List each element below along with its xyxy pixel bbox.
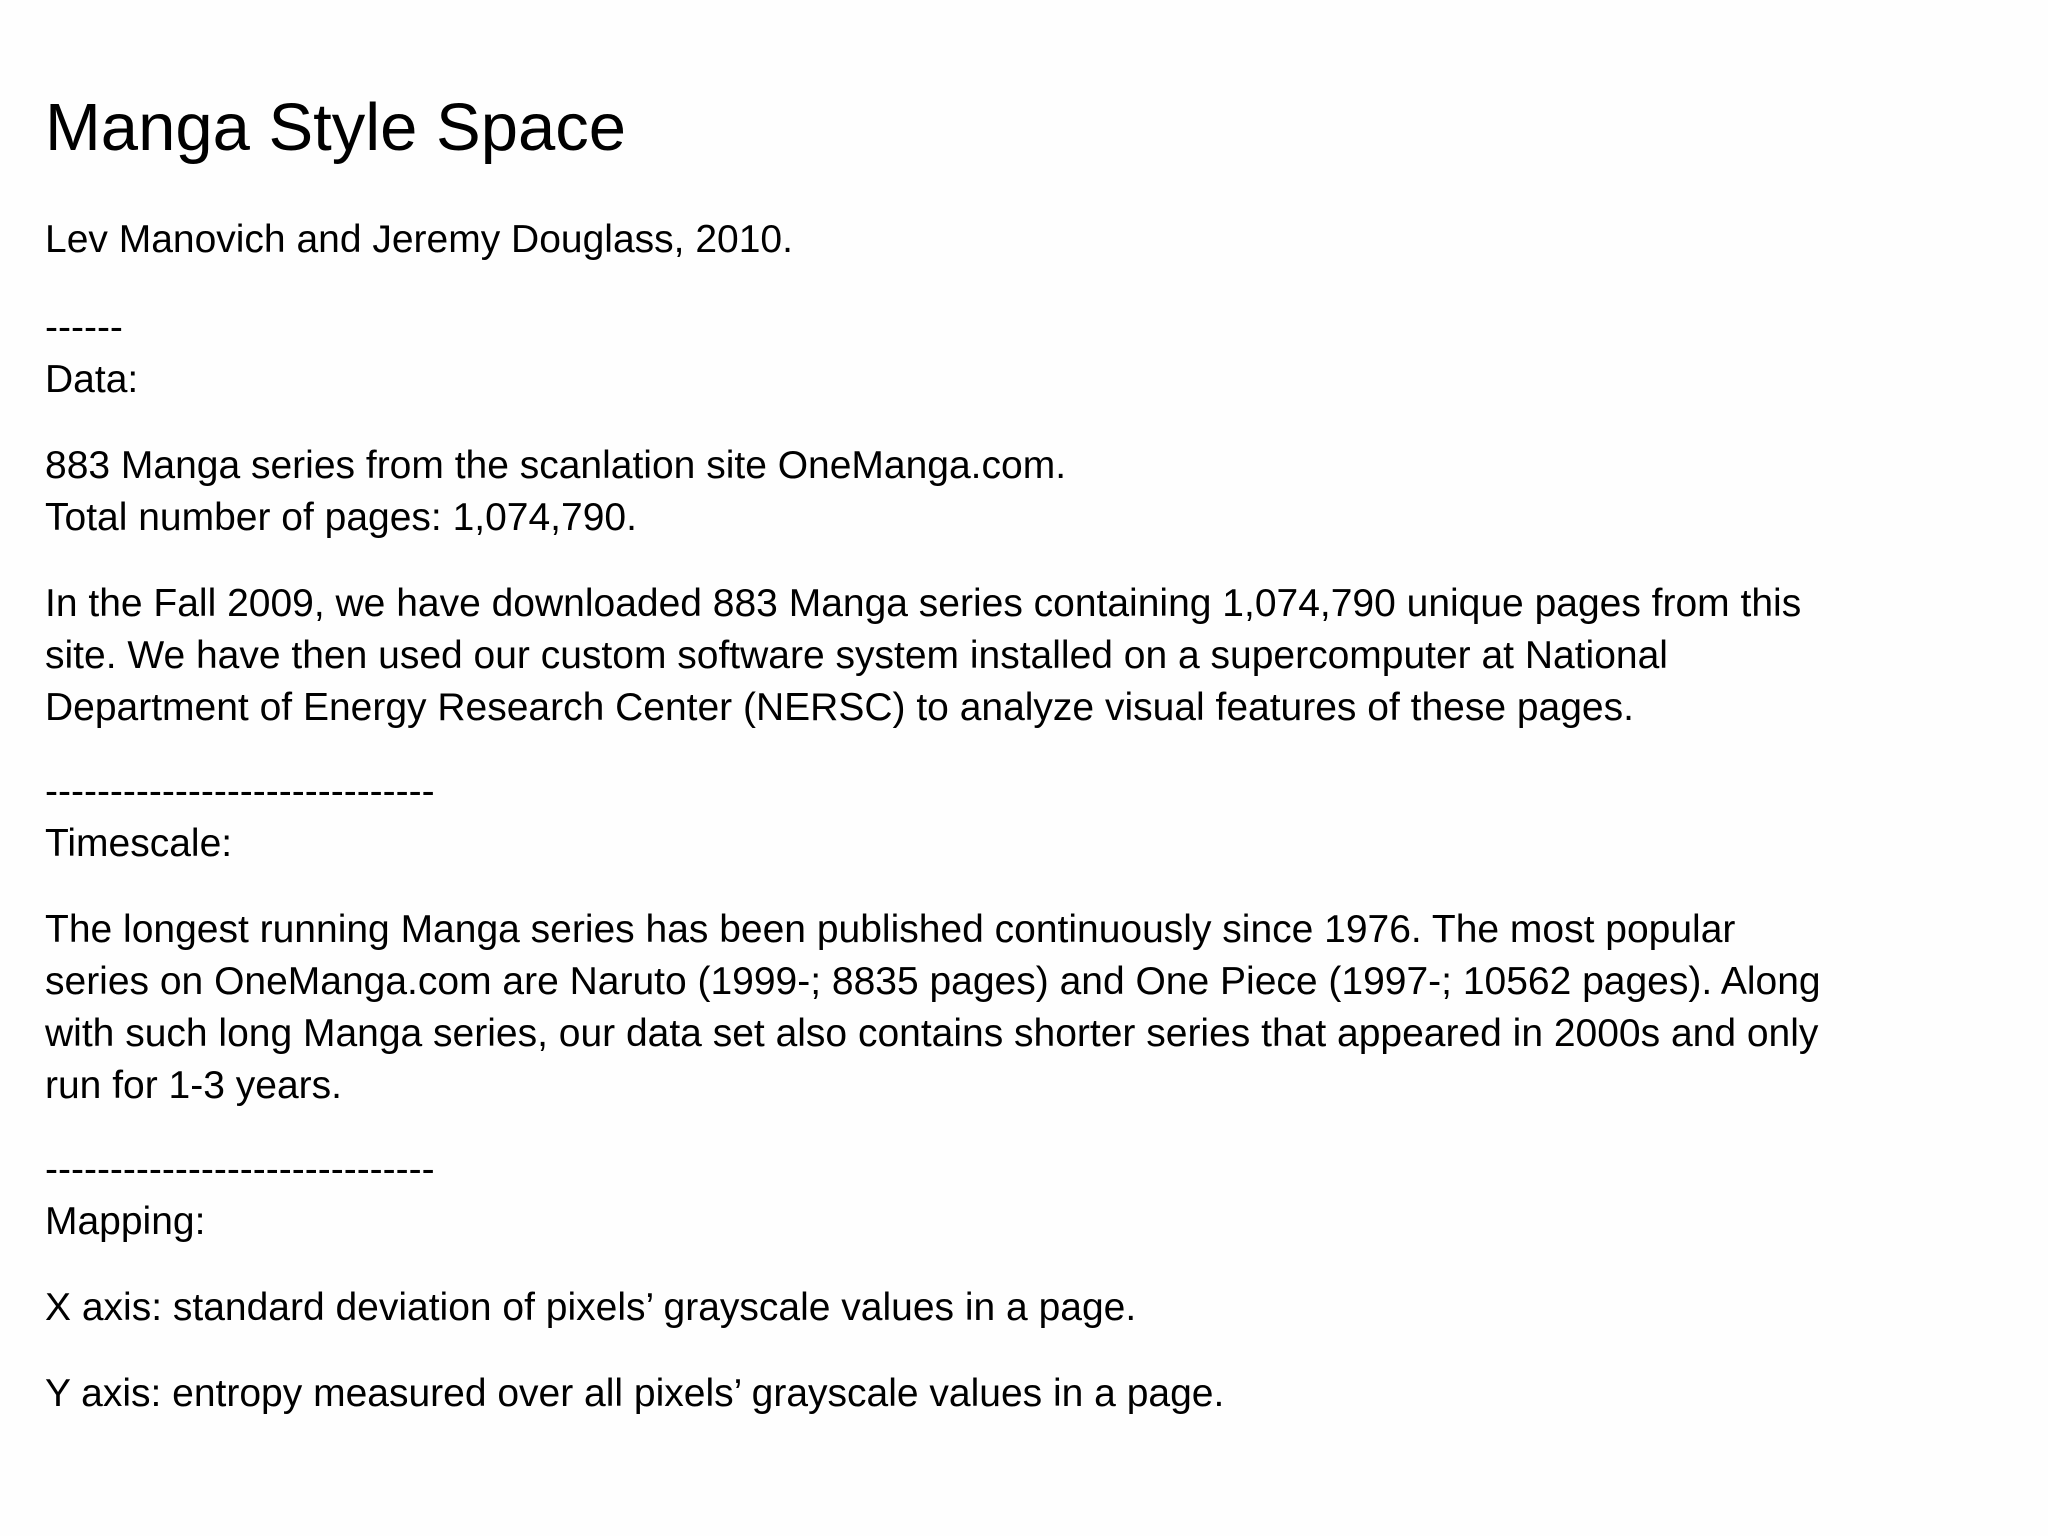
data-paragraph-line: site. We have then used our custom software system installed on a supercomputer at National — [45, 634, 1668, 677]
timescale-paragraph-line: The longest running Manga series has been published continuously since 1976. The most popular — [45, 908, 1736, 951]
authors-line: Lev Manovich and Jeremy Douglass, 2010. — [45, 218, 793, 261]
y-axis-description: Y axis: entropy measured over all pixels’ grayscale values in a page. — [45, 1372, 1225, 1415]
timescale-paragraph-line: with such long Manga series, our data set also contains shorter series that appeared in 2000s and only — [45, 1012, 1819, 1055]
data-paragraph — [45, 578, 2005, 734]
data-paragraph-line: In the Fall 2009, we have downloaded 883 Manga series containing 1,074,790 unique pages from this — [45, 582, 1802, 625]
timescale-heading: Timescale: — [45, 822, 233, 865]
data-summary-line: 883 Manga series from the scanlation site OneManga.com. — [45, 444, 1067, 487]
timescale-paragraph-line: run for 1-3 years. — [45, 1064, 342, 1107]
data-heading: Data: — [45, 358, 139, 401]
data-summary — [45, 440, 2005, 544]
mapping-divider: ------------------------------ — [45, 1148, 435, 1191]
x-axis-description: X axis: standard deviation of pixels’ grayscale values in a page. — [45, 1286, 1137, 1329]
data-summary-line: Total number of pages: 1,074,790. — [45, 496, 637, 539]
timescale-divider: ------------------------------ — [45, 770, 435, 813]
data-divider: ------ — [45, 306, 123, 349]
timescale-paragraph — [45, 904, 2005, 1112]
timescale-paragraph-line: series on OneManga.com are Naruto (1999-; 8835 pages) and One Piece (1997-; 10562 pages). Along — [45, 960, 1821, 1003]
mapping-heading: Mapping: — [45, 1200, 206, 1243]
page-title: Manga Style Space — [45, 90, 627, 165]
data-paragraph-line: Department of Energy Research Center (NERSC) to analyze visual features of these pages. — [45, 686, 1634, 729]
